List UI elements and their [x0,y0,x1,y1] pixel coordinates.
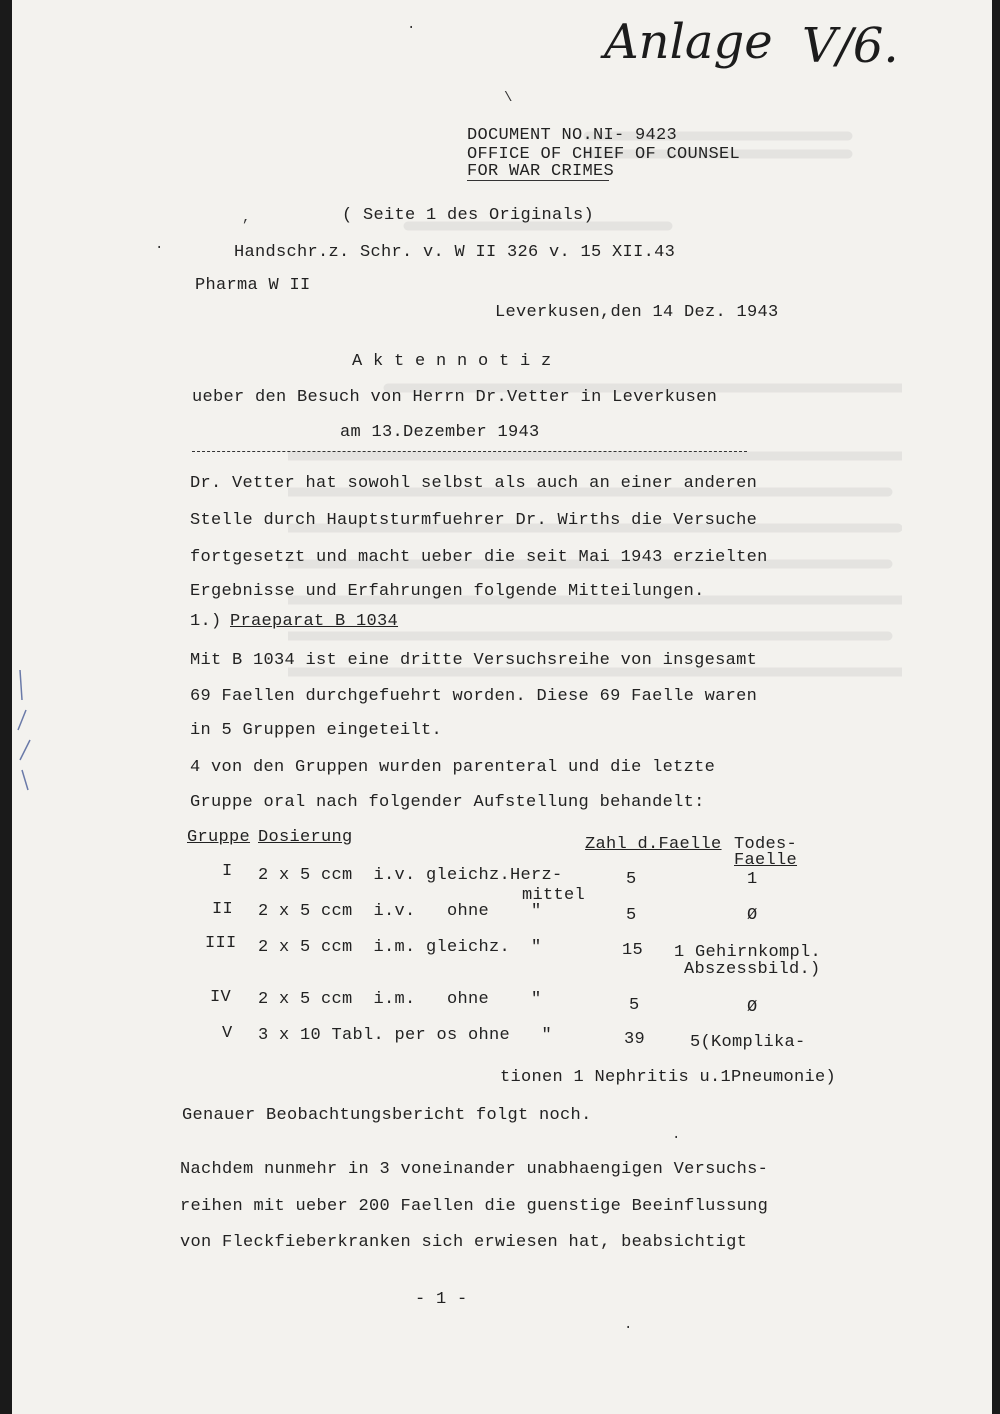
office-of-counsel: OFFICE OF CHIEF OF COUNSEL [467,145,741,164]
table-row-count: 5 [629,996,640,1015]
table-header-dosierung: Dosierung [258,828,353,847]
table-row-group: II [212,900,234,919]
table-row-count: 15 [622,941,644,960]
memo-subject: ueber den Besuch von Herrn Dr.Vetter in Leverkusen [192,388,718,407]
section-title: Praeparat B 1034 [230,612,399,631]
table-row-extra: Abszessbild.) [684,960,821,979]
table-row-group: III [205,934,237,953]
table-row-dose: 2 x 5 ccm i.v. gleichz.Herz- [258,866,563,885]
table-row-count: 39 [624,1030,646,1049]
section-line-3: in 5 Gruppen eingeteilt. [190,721,443,740]
office-war-crimes: FOR WAR CRIMES [467,162,615,181]
table-row-dose: 2 x 5 ccm i.m. ohne " [258,990,542,1009]
closing-line-3: von Fleckfieberkranken sich erwiesen hat, beabsichtigt [180,1233,748,1252]
table-row-dose: 2 x 5 ccm i.v. ohne " [258,902,542,921]
speck-mark: · [155,240,164,256]
handwritten-annex-number: V/6. [802,18,899,74]
page-number: - 1 - [415,1290,468,1309]
handwritten-annex-label: Anlage [604,14,773,70]
memo-title: A k t e n n o t i z [352,352,552,371]
margin-pencil-marks [12,660,42,800]
place-date: Leverkusen,den 14 Dez. 1943 [495,303,779,322]
table-row-group: V [222,1024,233,1043]
speck-mark: · [407,20,416,36]
page-note: ( Seite 1 des Originals) [342,206,595,225]
speck-mark: · [672,1130,681,1146]
table-row-deaths: Ø [747,906,758,925]
table-header-todes: Todes- [734,835,798,854]
doc-number: DOCUMENT NO.NI- 9423 [467,126,678,145]
table-row-deaths: 5(Komplika- [690,1033,806,1052]
intro-line-4: Ergebnisse und Erfahrungen folgende Mitteilungen. [190,582,705,601]
speck-mark: , [242,210,251,226]
section-line-2: 69 Faellen durchgefuehrt worden. Diese 69 Faelle waren [190,687,758,706]
table-row-group: IV [210,988,232,1007]
intro-line-3: fortgesetzt und macht ueber die seit Mai 1943 erzielten [190,548,768,567]
table-row-deaths: 1 [747,870,758,889]
report-note: Genauer Beobachtungsbericht folgt noch. [182,1106,592,1125]
section-line-1: Mit B 1034 ist eine dritte Versuchsreihe von insgesamt [190,651,758,670]
header-underline [467,180,609,181]
table-row-deaths: 1 Gehirnkompl. [674,943,822,962]
table-row-extra: mittel [522,886,586,905]
closing-line-1: Nachdem nunmehr in 3 voneinander unabhaengigen Versuchs- [180,1160,769,1179]
intro-line-2: Stelle durch Hauptsturmfuehrer Dr. Wirths die Versuche [190,511,758,530]
table-row-dose: 3 x 10 Tabl. per os ohne " [258,1026,553,1045]
speck-mark: · [624,1320,633,1336]
table-header-zahl: Zahl d.Faelle [585,835,722,854]
table-row-deaths: Ø [747,998,758,1017]
handwritten-note-ref: Handschr.z. Schr. v. W II 326 v. 15 XII.43 [234,243,676,262]
title-dashed-rule [192,451,747,452]
intro-line-1: Dr. Vetter hat sowohl selbst als auch an einer anderen [190,474,758,493]
table-header-gruppe: Gruppe [187,828,251,847]
table-row-count: 5 [626,870,637,889]
section-line-4: 4 von den Gruppen wurden parenteral und die letzte [190,758,716,777]
table-row-dose: 2 x 5 ccm i.m. gleichz. " [258,938,542,957]
table-row-extra: tionen 1 Nephritis u.1Pneumonie) [500,1068,837,1087]
table-row-group: I [222,862,233,881]
department: Pharma W II [195,276,311,295]
closing-line-2: reihen mit ueber 200 Faellen die guenstige Beeinflussung [180,1197,769,1216]
document-page [12,0,992,1414]
table-header-faelle: Faelle [734,851,798,870]
speck-mark: \ [504,90,513,106]
section-line-5: Gruppe oral nach folgender Aufstellung behandelt: [190,793,705,812]
section-number: 1.) [190,612,222,631]
table-row-count: 5 [626,906,637,925]
memo-date: am 13.Dezember 1943 [340,423,540,442]
